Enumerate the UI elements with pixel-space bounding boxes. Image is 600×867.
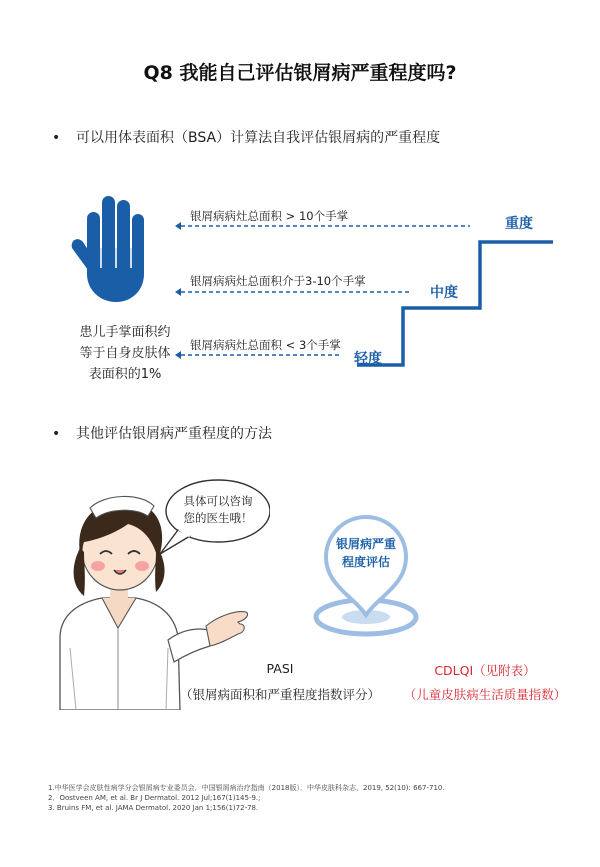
staircase bbox=[357, 242, 553, 365]
level-moderate: 中度 bbox=[430, 285, 458, 301]
bullet-text: 可以用体表面积（BSA）计算法自我评估银屑病的严重程度 bbox=[76, 130, 441, 146]
pasi-name: PASI bbox=[266, 661, 294, 676]
cdlqi-desc: （儿童皮肤病生活质量指数） bbox=[403, 687, 567, 702]
reference-item: 3. Bruins FM, et al. JAMA Dermatol. 2020 Jan 1;156(1)72-78. bbox=[48, 804, 259, 812]
pin-label-line: 银屑病严重 bbox=[335, 537, 396, 551]
references bbox=[48, 783, 445, 813]
hand-caption-line: 表面积的1% bbox=[88, 367, 162, 382]
level-severe: 重度 bbox=[505, 216, 533, 232]
hand-caption-line: 患儿手掌面积约 bbox=[79, 325, 171, 340]
reference-item: 2．Oostveen AM, et al. Br J Dermatol. 2012 Jul;167(1)145-9.; bbox=[48, 794, 261, 802]
hand-caption-line: 等于自身皮肤体 bbox=[79, 346, 171, 361]
cdlqi-name: CDLQI（见附表） bbox=[434, 663, 536, 678]
location-pin-icon bbox=[300, 505, 440, 645]
pin-label bbox=[322, 535, 410, 571]
bsa-row-moderate: 银屑病病灶总面积介于3-10个手掌 bbox=[190, 274, 366, 288]
bsa-row-mild: 银屑病病灶总面积 < 3个手掌 bbox=[190, 338, 341, 352]
bullet-other-methods bbox=[52, 423, 272, 443]
bubble-text bbox=[172, 493, 264, 527]
pasi-desc: （银屑病面积和严重程度指数评分） bbox=[179, 687, 380, 702]
page-title: Q8 我能自己评估银屑病严重程度吗? bbox=[143, 62, 457, 84]
bullet-text: 其他评估银屑病严重程度的方法 bbox=[76, 426, 272, 442]
bsa-row-severe: 银屑病病灶总面积 > 10个手掌 bbox=[190, 209, 349, 223]
bullet-mark: • bbox=[52, 426, 61, 442]
bubble-line: 具体可以咨询 bbox=[183, 494, 253, 508]
bullet-bsa bbox=[52, 127, 440, 147]
bubble-line: 您的医生哦！ bbox=[183, 511, 253, 525]
pin-label-line: 程度评估 bbox=[341, 555, 390, 569]
hand-icon bbox=[70, 190, 160, 310]
level-mild: 轻度 bbox=[354, 351, 382, 367]
reference-item: 1.中华医学会皮肤性病学分会银屑病专业委员会．中国银屑病治疗指南（2018版）．中华皮肤科杂志，2019, 52(10): 667-710. bbox=[48, 784, 445, 792]
bullet-mark: • bbox=[52, 130, 61, 146]
